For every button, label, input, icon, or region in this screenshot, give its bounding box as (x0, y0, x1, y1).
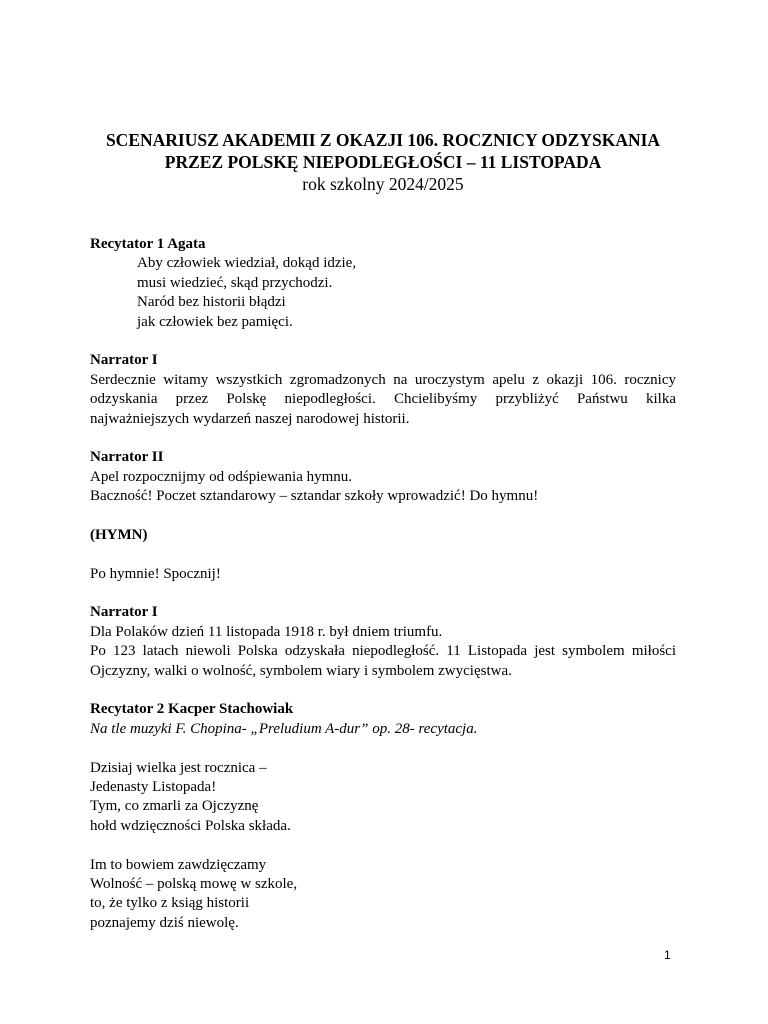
speaker-heading: Narrator I (90, 604, 158, 621)
verse-line: Naród bez historii błądzi (137, 294, 286, 311)
page-number: 1 (664, 948, 671, 962)
speaker-heading: Narrator I (90, 352, 158, 369)
title-line-2: PRZEZ POLSKĘ NIEPODLEGŁOŚCI – 11 LISTOPADA (164, 152, 602, 172)
paragraph-gap (90, 506, 676, 525)
paragraph-gap (90, 739, 676, 758)
paragraph-line: Serdecznie witamy wszystkich zgromadzonych na uroczystym apelu z okazji 106. rocznicy (90, 371, 676, 388)
verse-line: Aby człowiek wiedział, dokąd idzie, (137, 255, 357, 272)
speaker-heading: Recytator 1 Agata (90, 236, 206, 252)
verse-line: Tym, co zmarli za Ojczyznę (90, 798, 259, 815)
document-header (90, 129, 676, 195)
document-body (90, 235, 676, 933)
verse-line: jak człowiek bez pamięci. (137, 313, 293, 330)
stage-note: Na tle muzyki F. Chopina- „Preludium A-dur” op. 28- recytacja. (90, 720, 478, 737)
verse-line: Dzisiaj wielka jest rocznica – (90, 759, 267, 776)
paragraph-line: Ojczyzny, walki o wolność, symbolem wiary i symbolem zwycięstwa. (90, 662, 512, 679)
speaker-heading: Narrator II (90, 449, 164, 466)
paragraph-line: Baczność! Poczet sztandarowy – sztandar szkoły wprowadzić! Do hymnu! (90, 488, 539, 505)
paragraph-line: Po 123 latach niewoli Polska odzyskała niepodległość. 11 Listopada jest symbolem miłości (90, 643, 676, 660)
title-line-1: SCENARIUSZ AKADEMII Z OKAZJI 106. ROCZNICY ODZYSKANIA (105, 130, 661, 150)
paragraph-gap (90, 584, 676, 603)
command-line: Po hymnie! Spocznij! (90, 565, 221, 582)
paragraph-line: najważniejszych wydarzeń naszej narodowej historii. (90, 410, 410, 427)
paragraph-gap (90, 429, 676, 448)
paragraph-line: odzyskania przez Polskę niepodległości. Chcielibyśmy przybliżyć Państwu kilka (90, 391, 676, 408)
verse-line: Jedenasty Listopada! (90, 778, 217, 795)
school-year-subtitle: rok szkolny 2024/2025 (302, 174, 464, 194)
verse-line: hołd wdzięczności Polska składa. (90, 817, 291, 834)
verse-line: Wolność – polską mowę w szkole, (90, 875, 298, 892)
paragraph-line: Apel rozpocznijmy od odśpiewania hymnu. (90, 468, 353, 485)
verse-line: musi wiedzieć, skąd przychodzi. (137, 274, 333, 291)
verse-line: Im to bowiem zawdzięczamy (90, 856, 267, 873)
paragraph-gap (90, 332, 676, 351)
paragraph-gap (90, 836, 676, 855)
hymn-label: (HYMN) (90, 526, 148, 543)
paragraph-line: Dla Polaków dzień 11 listopada 1918 r. był dniem triumfu. (90, 623, 443, 640)
speaker-heading: Recytator 2 Kacper Stachowiak (90, 701, 294, 718)
verse-line: to, że tylko z ksiąg historii (90, 895, 250, 912)
paragraph-gap (90, 681, 676, 700)
verse-line: poznajemy dziś niewolę. (90, 914, 239, 931)
paragraph-gap (90, 545, 676, 564)
